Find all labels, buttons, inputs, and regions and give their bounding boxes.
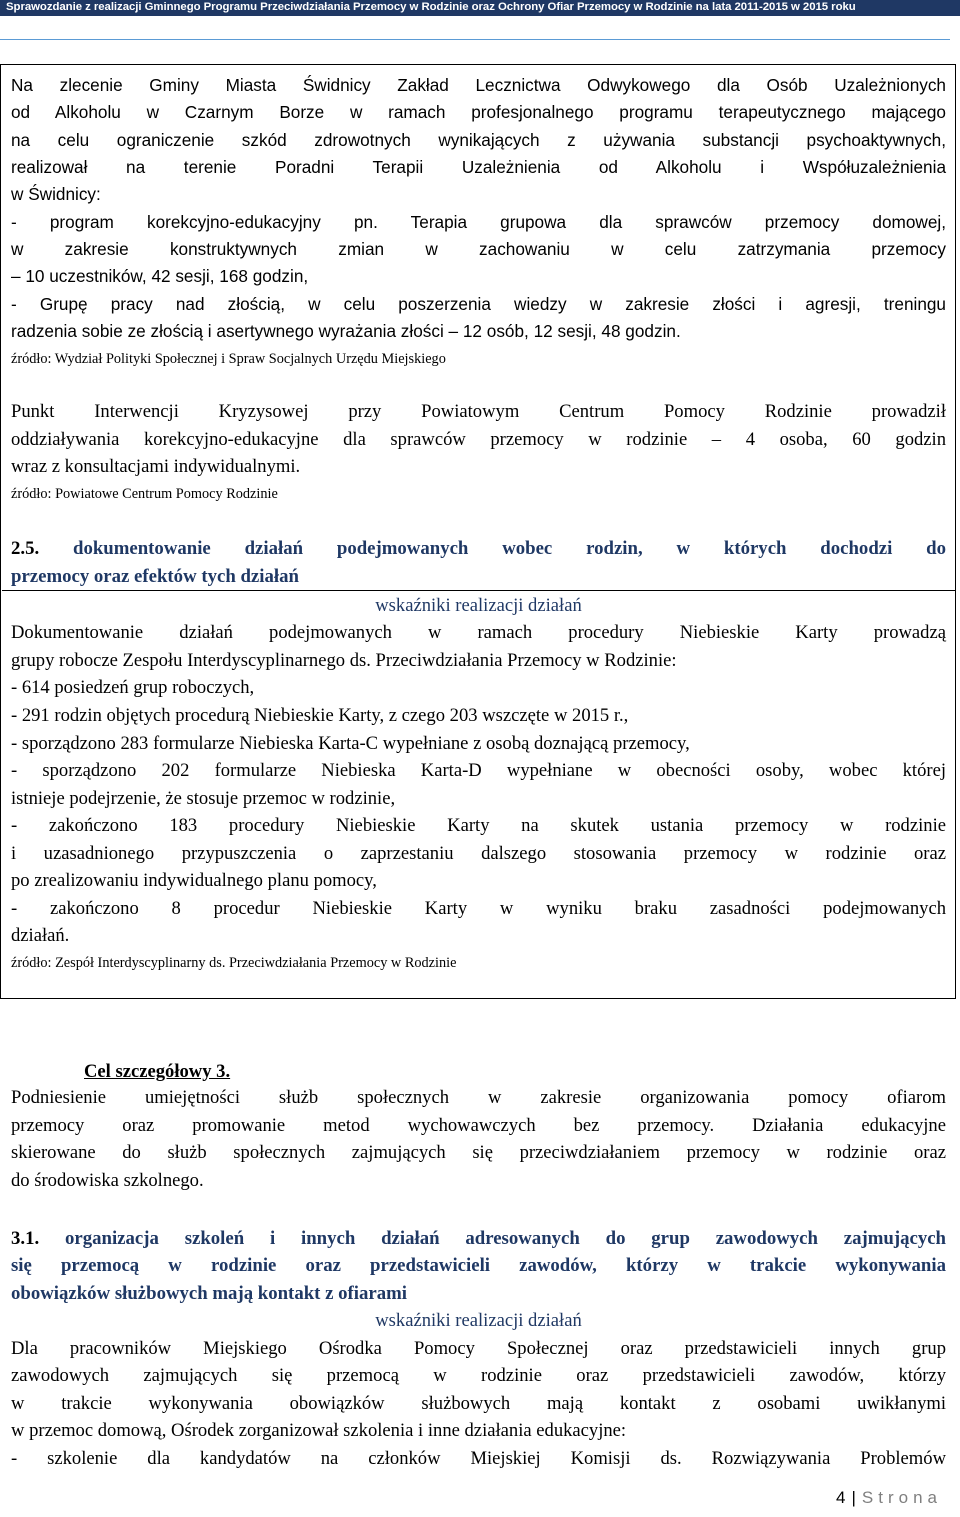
s4-heading-line-3: obowiązków służbowych mają kontakt z ofiarami [11, 1283, 407, 1304]
s3-source: źródło: Zespół Interdyscyplinarny ds. Przeciwdziałania Przemocy w Rodzinie [11, 955, 457, 971]
s4-heading-number: 3.1. [11, 1228, 40, 1249]
s4-heading-line-2: się przemocą w rodzinie oraz przedstawicieli zawodów, którzy w trakcie wykonywania [11, 1255, 946, 1276]
cel-line-2: przemocy oraz promowanie metod wychowawczych bez przemocy. Działania edukacyjne [11, 1115, 946, 1136]
s3-line-4: - 291 rodzin objętych procedurą Niebieskie Karty, z czego 203 wszczęte w 2015 r., [11, 705, 629, 726]
s3-line-9: i uzasadnionego przypuszczenia o zaprzestaniu dalszego stosowania przemocy w rodzinie oraz [11, 843, 946, 864]
s3-line-1: Dokumentowanie działań podejmowanych w ramach procedury Niebieskie Karty prowadzą [11, 622, 946, 643]
s1-line-9: - Grupę pracy nad złością, w celu poszerzenia wiedzy w zakresie złości i agresji, treningu [11, 294, 946, 314]
cel-line-1: Podniesienie umiejętności służb społecznych w zakresie organizowania pomocy ofiarom [11, 1087, 946, 1108]
page-word: Strona [861, 1488, 942, 1507]
page-footer [836, 1488, 942, 1508]
s3-line-10: po zrealizowaniu indywidualnego planu pomocy, [11, 870, 377, 891]
s3-line-3: - 614 posiedzeń grup roboczych, [11, 677, 255, 698]
s1-line-10: radzenia sobie ze złością i asertywnego wyrażania złości – 12 osób, 12 sesji, 48 godzin. [11, 321, 681, 341]
s1-line-8: – 10 uczestników, 42 sesji, 168 godzin, [11, 266, 309, 286]
s3-subheading: wskaźniki realizacji działań [375, 595, 582, 616]
header-divider [0, 39, 950, 40]
s1-line-1: Na zlecenie Gminy Miasta Świdnicy Zakład Lecznictwa Odwykowego dla Osób Uzależnionych [11, 75, 946, 95]
s3-heading-line-1 [11, 535, 946, 563]
s3-line-12: działań. [11, 925, 70, 946]
s1-line-3: na celu ograniczenie szkód zdrowotnych wynikających z używania substancji psychoaktywnych, [11, 130, 946, 150]
s1-line-6: - program korekcyjno-edukacyjny pn. Terapia grupowa dla sprawców przemocy domowej, [11, 212, 946, 232]
s4-heading-text-1: organizacja szkoleń i innych działań adresowanych do grup zawodowych zajmujących [65, 1228, 946, 1249]
s3-line-8: - zakończono 183 procedury Niebieskie Karty na skutek ustania przemocy w rodzinie [11, 815, 946, 836]
page-number: 4 [836, 1488, 846, 1507]
s4-line-4: w przemoc domową, Ośrodek zorganizował szkolenia i inne działania edukacyjne: [11, 1420, 627, 1441]
cel-line-4: do środowiska szkolnego. [11, 1170, 204, 1191]
s2-source: źródło: Powiatowe Centrum Pomocy Rodzinie [11, 486, 278, 502]
footer-separator: | [851, 1488, 856, 1507]
s3-heading-text-1: dokumentowanie działań podejmowanych wobec rodzin, w których dochodzi do [73, 538, 946, 559]
s4-subheading: wskaźniki realizacji działań [375, 1310, 582, 1331]
s3-line-2: grupy robocze Zespołu Interdyscyplinarnego ds. Przeciwdziałania Przemocy w Rodzinie: [11, 650, 677, 671]
document-header-title: Sprawozdanie z realizacji Gminnego Programu Przeciwdziałania Przemocy w Rodzinie oraz Ochrony Ofiar Przemocy w Rodzinie na lata 2011-2015 w 2015 roku [6, 1, 856, 13]
s3-line-5: - sporządzono 283 formularze Niebieska Karta-C wypełniane z osobą doznającą przemocy, [11, 733, 690, 754]
document-header-bar [0, 0, 960, 16]
s3-line-11: - zakończono 8 procedur Niebieskie Karty w wyniku braku zasadności podejmowanych [11, 898, 946, 919]
s1-line-2: od Alkoholu w Czarnym Borze w ramach profesjonalnego programu terapeutycznego mającego [11, 102, 946, 122]
s2-line-2: oddziaływania korekcyjno-edukacyjne dla sprawców przemocy w rodzinie – 4 osoba, 60 godzin [11, 429, 946, 450]
s1-source: źródło: Wydział Polityki Społecznej i Spraw Socjalnych Urzędu Miejskiego [11, 351, 446, 367]
s4-line-5: - szkolenie dla kandydatów na członków Miejskiej Komisji ds. Rozwiązywania Problemów [11, 1448, 946, 1469]
cel-title: Cel szczegółowy 3. [84, 1061, 231, 1082]
s4-line-2: zawodowych zajmujących się przemocą w rodzinie oraz przedstawicieli zawodów, którzy [11, 1365, 946, 1386]
s4-line-3: w trakcie wykonywania obowiązków służbowych mają kontakt z osobami uwikłanymi [11, 1393, 946, 1414]
s4-heading-line-1 [11, 1225, 946, 1253]
s3-line-6: - sporządzono 202 formularze Niebieska Karta-D wypełniane w obecności osoby, wobec której [11, 760, 946, 781]
s3-heading-number: 2.5. [11, 538, 40, 559]
s1-line-5: w Świdnicy: [11, 184, 101, 204]
s2-line-3: wraz z konsultacjami indywidualnymi. [11, 456, 301, 477]
s2-line-1: Punkt Interwencji Kryzysowej przy Powiatowym Centrum Pomocy Rodzinie prowadził [11, 401, 946, 422]
s1-line-4: realizował na terenie Poradni Terapii Uzależnienia od Alkoholu i Współuzależnienia [11, 157, 946, 177]
cel-line-3: skierowane do służb społecznych zajmujących się przeciwdziałaniem przemocy w rodzinie oraz [11, 1142, 946, 1163]
s1-line-7: w zakresie konstruktywnych zmian w zachowaniu w celu zatrzymania przemocy [11, 239, 946, 259]
s3-heading-line-2: przemocy oraz efektów tych działań [11, 566, 299, 587]
s4-line-1: Dla pracowników Miejskiego Ośrodka Pomocy Społecznej oraz przedstawicieli innych grup [11, 1338, 946, 1359]
s3-line-7: istnieje podejrzenie, że stosuje przemoc w rodzinie, [11, 788, 396, 809]
